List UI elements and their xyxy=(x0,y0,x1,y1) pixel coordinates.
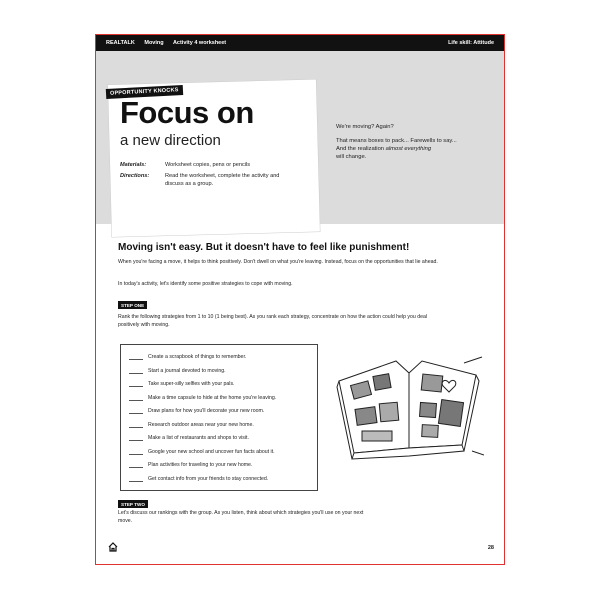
rank-blank[interactable] xyxy=(129,368,143,374)
intro-paragraph: When you're facing a move, it helps to think positively. Don't dwell on what you're leaving. Instead, focus on the opportunities that lie ahead. xyxy=(118,259,438,265)
rank-blank[interactable] xyxy=(129,435,143,441)
directions-value: Read the worksheet, complete the activity and discuss as a group. xyxy=(165,173,280,187)
intro-line-2: That means boxes to pack... Farewells to say... xyxy=(336,138,457,144)
section-label: Moving xyxy=(144,40,164,46)
intro-note xyxy=(336,123,496,167)
rank-blank[interactable] xyxy=(129,408,143,414)
step-two-text: Let's discuss our rankings with the group. As you listen, think about which strategies you'll use on your next move. xyxy=(118,510,364,524)
breadcrumb xyxy=(106,40,234,46)
strategy-list xyxy=(120,344,318,491)
strategy-text: Take super-silly selfies with your pals. xyxy=(148,381,235,387)
activity-label: Activity 4 worksheet xyxy=(172,40,227,46)
rank-blank[interactable] xyxy=(129,381,143,387)
hero-section xyxy=(96,51,504,224)
strategy-item xyxy=(129,422,254,428)
directions-label: Directions: xyxy=(120,173,150,179)
top-bar xyxy=(96,35,504,51)
strategy-item xyxy=(129,354,246,360)
rank-blank[interactable] xyxy=(129,449,143,455)
strategy-text: Start a journal devoted to moving. xyxy=(148,367,226,374)
strategy-text: Get contact info from your friends to stay connected. xyxy=(148,475,269,482)
strategy-text: Research outdoor areas near your new home. xyxy=(148,421,254,428)
materials-value: Worksheet copies, pens or pencils xyxy=(165,162,251,168)
strategy-text: Make a list of restaurants and shops to visit. xyxy=(148,435,249,441)
strategy-text: Google your new school and uncover fun facts about it. xyxy=(148,448,275,455)
activity-meta xyxy=(120,161,295,191)
strategy-item xyxy=(129,381,235,387)
strategy-item xyxy=(129,435,249,441)
rank-blank[interactable] xyxy=(129,422,143,428)
home-icon[interactable] xyxy=(108,542,118,552)
step-one-label: STEP ONE xyxy=(118,301,147,309)
strategy-item xyxy=(129,462,252,468)
page-subtitle: a new direction xyxy=(120,132,221,149)
scrapbook-illustration-icon xyxy=(334,353,484,463)
rank-blank[interactable] xyxy=(129,476,143,482)
opportunity-tag: OPPORTUNITY KNOCKS xyxy=(106,85,183,99)
step-two-label: STEP TWO xyxy=(118,500,148,508)
intro-line-1: We're moving? Again? xyxy=(336,124,394,130)
life-skill-label: Life skill: Attitude xyxy=(448,40,494,46)
page-number: 28 xyxy=(487,545,494,551)
section-heading: Moving isn't easy. But it doesn't have to feel like punishment! xyxy=(118,242,410,253)
intro-line-4: will change. xyxy=(336,154,367,160)
strategy-text: Plan activities for traveling to your new home. xyxy=(148,462,253,468)
step-one-text: Rank the following strategies from 1 to 10 (1 being best). As you rank each strategy, concentrate on how the action could help you deal positively with moving. xyxy=(118,314,428,328)
strategy-item xyxy=(129,368,226,374)
activity-paragraph: In today's activity, let's identify some positive strategies to cope with moving. xyxy=(118,281,293,287)
brand-label: REALTALK xyxy=(106,40,135,46)
strategy-text: Draw plans for how you'll decorate your new room. xyxy=(148,408,265,414)
strategy-text: Create a scrapbook of things to remember. xyxy=(148,354,247,360)
intro-line-3: And the realization xyxy=(336,146,386,152)
page-title: Focus on xyxy=(120,95,254,130)
intro-emphasis: almost everything xyxy=(385,146,432,152)
strategy-item xyxy=(129,408,264,414)
worksheet-page xyxy=(95,34,505,565)
strategy-text: Make a time capsule to hide at the home you're leaving. xyxy=(148,394,277,401)
strategy-item xyxy=(129,476,268,482)
strategy-item xyxy=(129,449,275,455)
rank-blank[interactable] xyxy=(129,395,143,401)
materials-label: Materials: xyxy=(120,162,147,168)
rank-blank[interactable] xyxy=(129,462,143,468)
strategy-item xyxy=(129,395,276,401)
rank-blank[interactable] xyxy=(129,354,143,360)
